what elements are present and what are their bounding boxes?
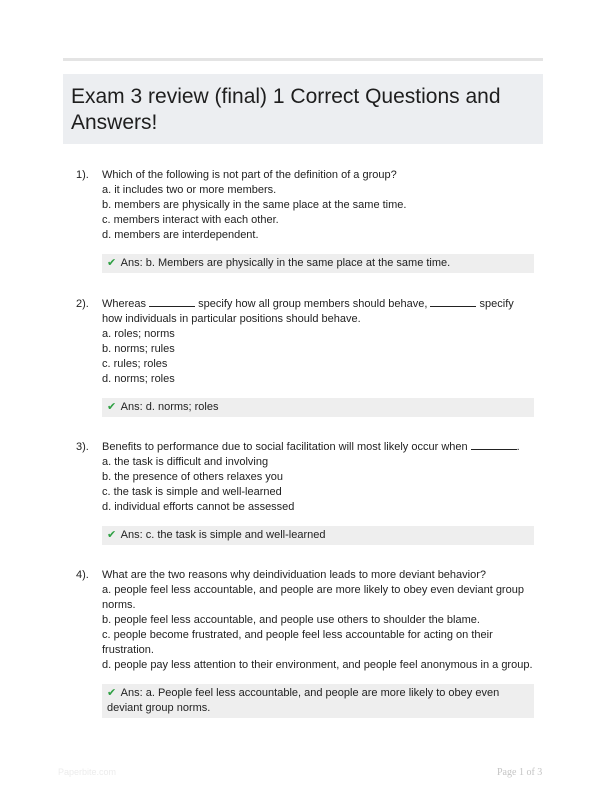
stem-part: . [516,441,520,453]
option-c: c. rules; roles [102,358,168,370]
question-4 [63,568,543,718]
question-2 [63,297,543,417]
option-d: d. norms; roles [102,373,175,385]
option-c: c. members interact with each other. [102,214,279,226]
answer-text: Ans: a. People feel less accountable, and people are more likely to obey even deviant group norms. [107,687,500,714]
fill-blank [430,297,476,307]
check-icon: ✔ [107,529,117,541]
page-indicator: Page 1 of 3 [497,767,543,778]
question-stem: What are the two reasons why deindividuation leads to more deviant behavior? [102,569,487,581]
answer-box [102,526,534,545]
question-body [102,297,535,387]
question-1 [63,168,543,273]
question-stem [102,440,535,455]
option-b: b. members are physically in the same place at the same time. [102,199,407,211]
page-title: Exam 3 review (final) 1 Correct Questions and Answers! [71,85,501,134]
top-divider [63,58,543,61]
answer-text: Ans: b. Members are physically in the same place at the same time. [120,257,451,269]
question-stem [102,297,535,327]
question-3 [63,440,543,545]
stem-part: specify how all group members should behave, [195,298,431,310]
answer-box [102,684,534,718]
option-c: c. people become frustrated, and people feel less accountable for acting on their frustration. [102,629,493,656]
check-icon: ✔ [107,257,117,269]
stem-part: Whereas [102,298,150,310]
option-d: d. members are interdependent. [102,229,259,241]
fill-blank [149,297,195,307]
answer-text: Ans: c. the task is simple and well-learned [120,529,326,541]
question-number: 4). [76,569,89,581]
check-icon: ✔ [107,687,117,699]
check-icon: ✔ [107,401,117,413]
option-b: b. the presence of others relaxes you [102,471,283,483]
question-stem: Which of the following is not part of the definition of a group? [102,169,397,181]
question-body [102,168,535,243]
option-b: b. people feel less accountable, and people use others to shoulder the blame. [102,614,480,626]
question-number: 1). [76,169,89,181]
question-body [102,440,535,515]
option-d: d. people pay less attention to their environment, and people feel anonymous in a group. [102,659,533,671]
option-a: a. the task is difficult and involving [102,456,269,468]
answer-box [102,398,534,417]
option-a: a. roles; norms [102,328,175,340]
question-body [102,568,535,673]
stem-part: specify how individuals in particular positions should behave. [102,298,514,325]
option-b: b. norms; rules [102,343,175,355]
question-number: 3). [76,441,89,453]
option-d: d. individual efforts cannot be assessed [102,501,295,513]
title-banner [63,74,543,144]
question-number: 2). [76,298,89,310]
option-c: c. the task is simple and well-learned [102,486,282,498]
fill-blank [471,440,517,450]
answer-text: Ans: d. norms; roles [120,401,219,413]
option-a: a. people feel less accountable, and people are more likely to obey even deviant group norms. [102,584,524,611]
option-a: a. it includes two or more members. [102,184,277,196]
answer-box [102,254,534,273]
watermark: Paperbite.com [58,767,117,777]
stem-part: Benefits to performance due to social facilitation will most likely occur when [102,441,471,453]
